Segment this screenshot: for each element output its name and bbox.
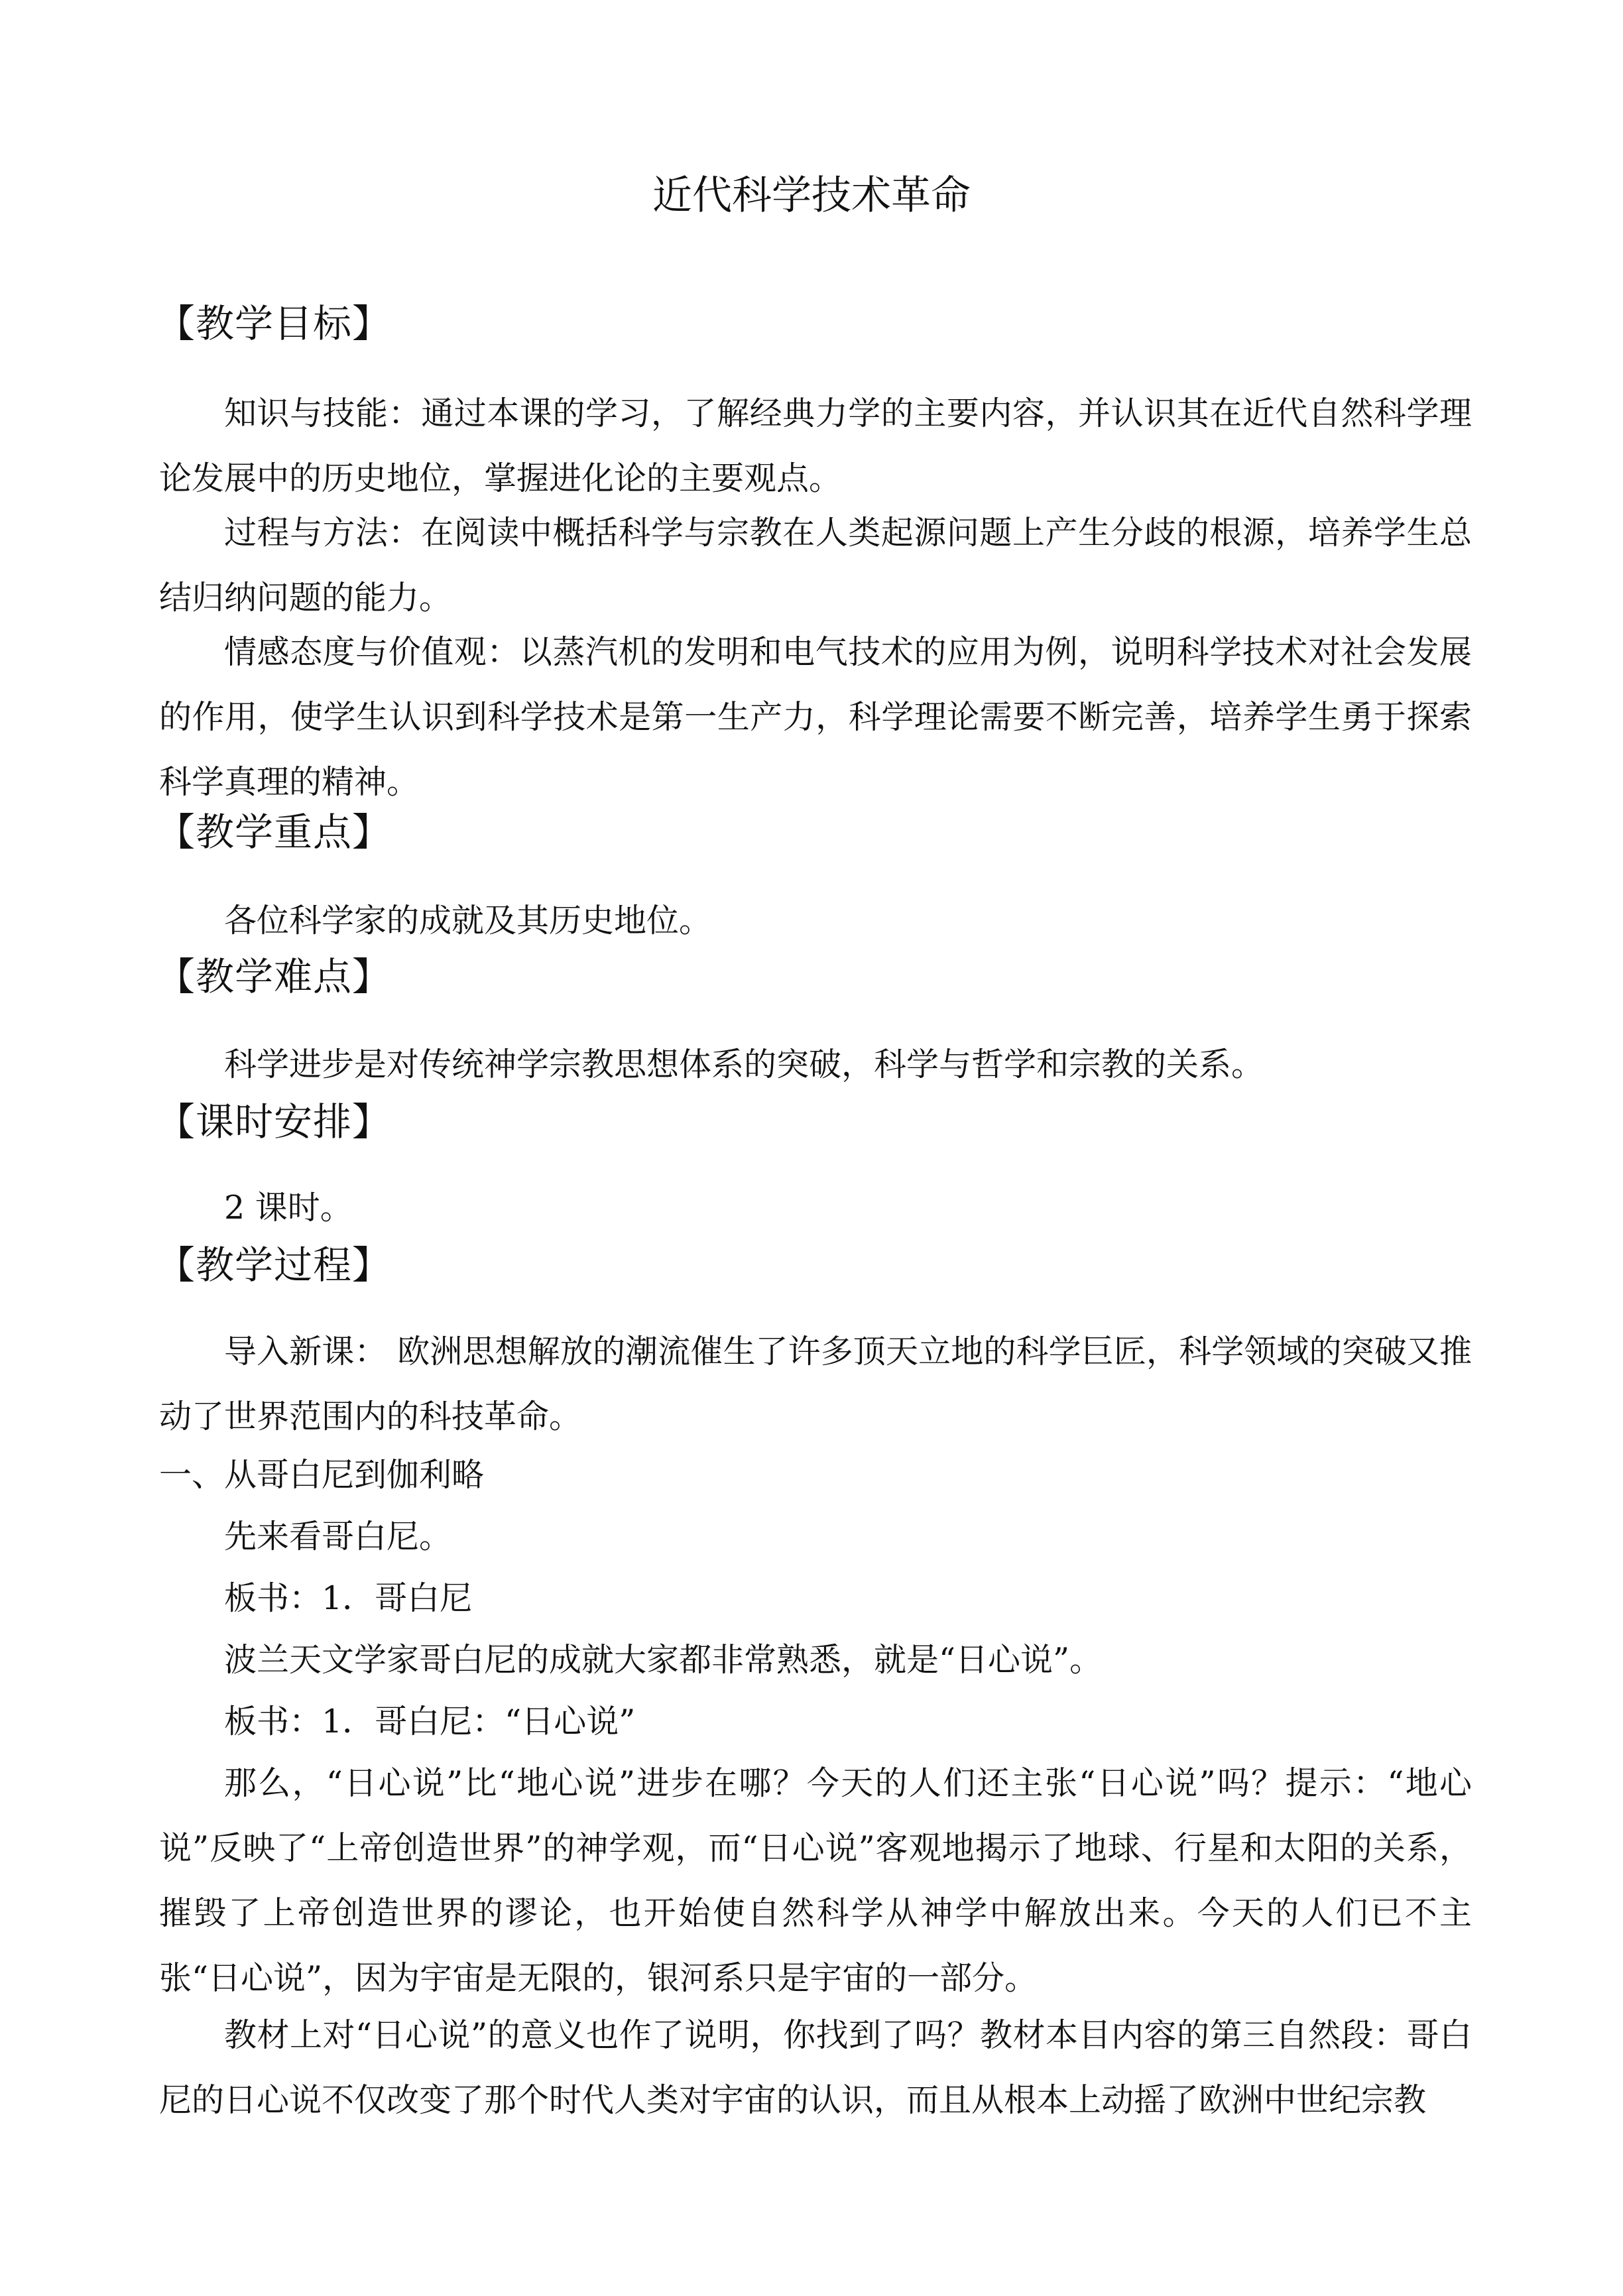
- heading-key-points: 【教学重点】: [156, 810, 392, 855]
- document-title: 近代科学技术革命: [652, 172, 971, 219]
- process-intro: 导入新课： 欧洲思想解放的潮流催生了许多顶天立地的科学巨匠，科学领域的突破又推动了世界范围内的科技革命。: [159, 1333, 1472, 1435]
- heading-schedule: 【课时安排】: [156, 1099, 392, 1144]
- objective-knowledge: 知识与技能：通过本课的学习，了解经典力学的主要内容，并认识其在近代自然科学理论发展中的历史地位，掌握进化论的主要观点。: [159, 394, 1472, 497]
- key-points-text: 各位科学家的成就及其历史地位。: [224, 902, 712, 939]
- heading-objectives: 【教学目标】: [156, 301, 392, 346]
- objective-values: 情感态度与价值观：以蒸汽机的发明和电气技术的应用为例，说明科学技术对社会发展的作用，使学生认识到科学技术是第一生产力，科学理论需要不断完善，培养学生勇于探索科学真理的精神。: [159, 633, 1472, 801]
- subheading-copernicus-galileo: 一、从哥白尼到伽利略: [159, 1456, 485, 1494]
- process-question-paragraph: 那么，“日心说”比“地心说”进步在哪？今天的人们还主张“日心说”吗？提示：“地心说”反映了“上帝创造世界”的神学观，而“日心说”客观地揭示了地球、行星和太阳的关系，摧毁了上帝创造世界的谬论，也开始使自然科学从神学中解放出来。今天的人们已不主张“日心说”，因为宇宙是无限的，银河系只是宇宙的一部分。: [159, 1764, 1472, 1997]
- difficulties-text: 科学进步是对传统神学宗教思想体系的突破，科学与哲学和宗教的关系。: [224, 1046, 1264, 1083]
- process-line-2: 板书：1．哥白尼: [224, 1579, 473, 1617]
- heading-process: 【教学过程】: [156, 1242, 392, 1288]
- process-line-4: 板书：1．哥白尼：“日心说”: [224, 1703, 636, 1740]
- objective-method: 过程与方法：在阅读中概括科学与宗教在人类起源问题上产生分歧的根源，培养学生总结归纳问题的能力。: [159, 514, 1472, 617]
- schedule-text: 2 课时。: [224, 1189, 353, 1227]
- process-line-1: 先来看哥白尼。: [224, 1518, 452, 1555]
- heading-difficulties: 【教学难点】: [156, 954, 392, 999]
- process-line-3: 波兰天文学家哥白尼的成就大家都非常熟悉，就是“日心说”。: [224, 1641, 1103, 1679]
- process-textbook-paragraph: 教材上对“日心说”的意义也作了说明，你找到了吗？教材本目内容的第三自然段：哥白尼的日心说不仅改变了那个时代人类对宇宙的认识，而且从根本上动摇了欧洲中世纪宗教: [159, 2016, 1472, 2119]
